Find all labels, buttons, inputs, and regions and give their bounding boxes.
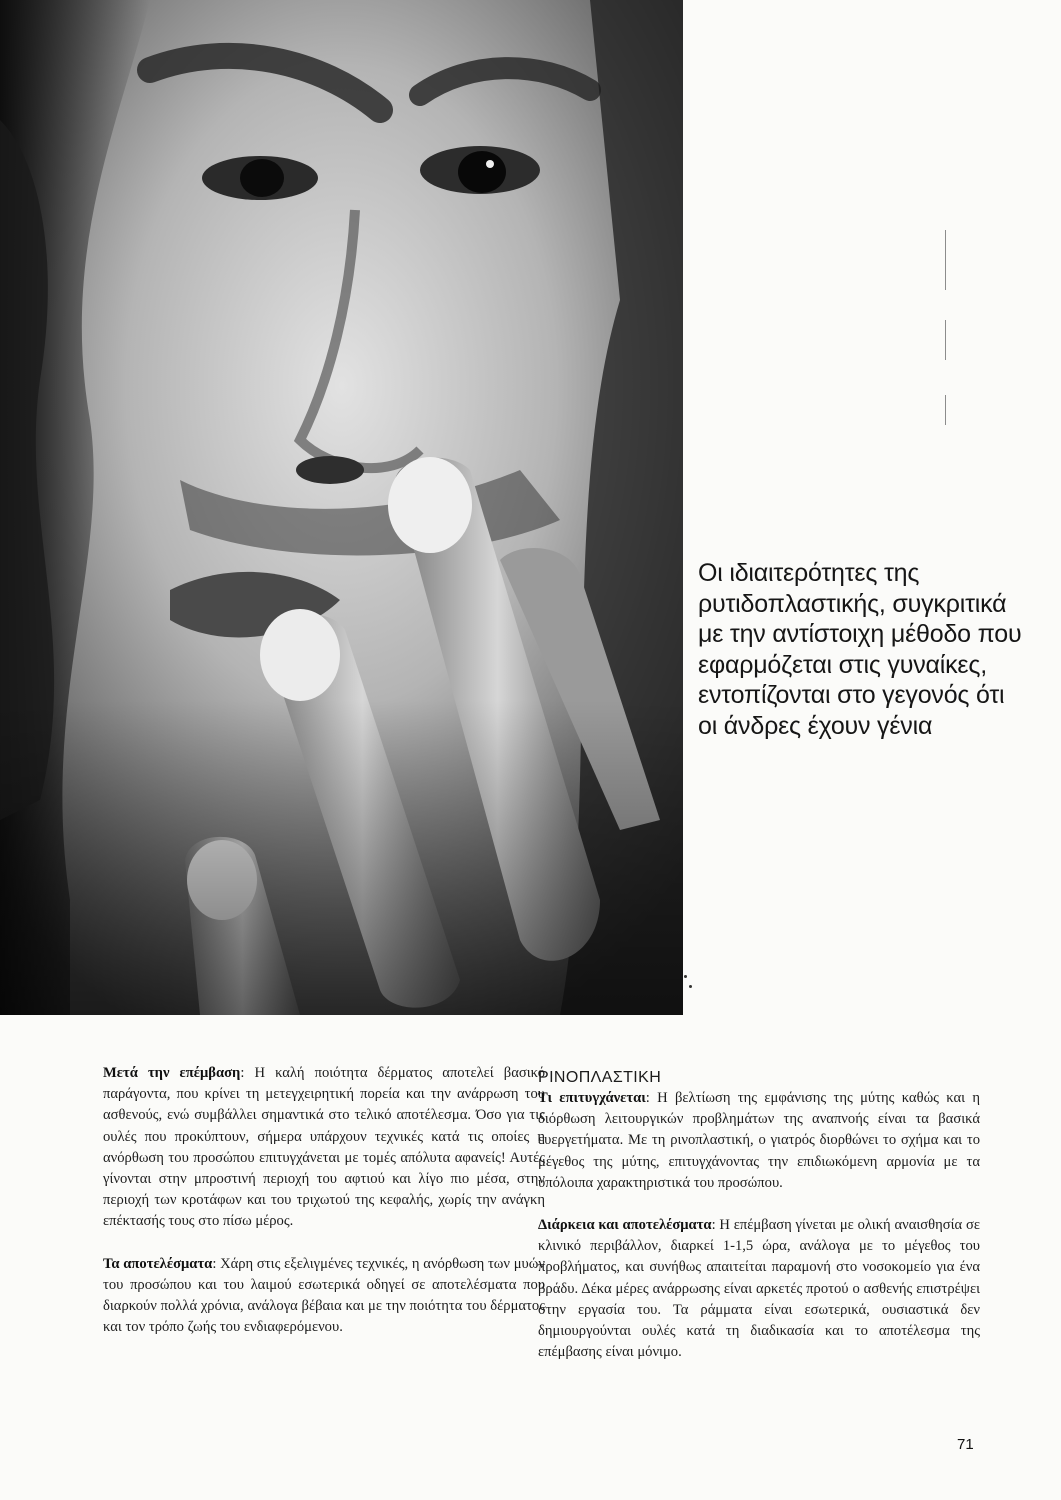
- paragraph-what-is-achieved: [538, 1088, 980, 1194]
- right-column: [538, 1067, 980, 1384]
- paragraph-duration-results: [538, 1215, 980, 1363]
- portrait-photo: [0, 0, 683, 1015]
- paragraph-heading: Μετά την επέμβαση: [103, 1065, 241, 1081]
- section-title: ΡΙΝΟΠΛΑΣΤΙΚΗ: [538, 1069, 662, 1086]
- scan-speck: [689, 985, 692, 988]
- paragraph-heading: Τι επιτυγχάνεται: [538, 1090, 646, 1106]
- paragraph-heading: Διάρκεια και αποτελέσματα: [538, 1217, 712, 1234]
- scan-edge-mark: [945, 320, 946, 360]
- pull-quote: Οι ιδιαιτερότητες της ρυτιδοπλαστικής, συγκριτικά με την αντίστοιχη μέθοδο που εφαρμόζεται στις γυναίκες, εντοπίζονται στο γεγονός ότι οι άνδρες έχουν γένια: [698, 559, 1022, 740]
- paragraph-heading: Τα αποτελέσματα: [103, 1255, 213, 1272]
- scan-edge-mark: [945, 230, 946, 290]
- portrait-illustration: [0, 0, 683, 1015]
- paragraph-body: : Η καλή ποιότητα δέρματος αποτελεί βασικό παράγοντα, που κρίνει τη μετεγχειρητική πορεία και την ανάρρωση του ασθενούς, ενώ συμβάλλει σημαντικά στο τελικό αποτέλεσμα. Όσο για τις ουλές που προκύπτουν, σήμερα υπάρχουν τεχνικές κατά τις οποίες η ανόρθωση του προσώπου επιτυγχάνεται με τομές απόλυτα αφανείς! Αυτές γίνονται στην μπροστινή περιοχή του αφτιού και λίγο πιο μέσα, στην περιοχή των κροτάφων και του τριχωτού της κεφαλής, χωρίς την ανάγκη επέκτασής τους στο πίσω μέρος.: [103, 1065, 545, 1230]
- page-number: 71: [957, 1436, 974, 1453]
- paragraph-body: : Η επέμβαση γίνεται με ολική αναισθησία σε κλινικό περιβάλλον, διαρκεί 1-1,5 ώρα, ανάλογα με το μέγεθος του προβλήματος, και συνήθως απαιτείται παραμονή στο νοσοκομείο για ένα βράδυ. Δέκα μέρες ανάρρωσης είναι αρκετές προτού ο ασθενής επιστρέψει στην εργασία του. Τα ράμματα είναι εσωτερικά, ουσιαστικά δεν δημιουργούνται ουλές κατά τη διαδικασία και το αποτέλεσμα της επέμβασης είναι μόνιμο.: [538, 1217, 980, 1361]
- paragraph-results: [103, 1254, 545, 1339]
- paragraph-body: : Χάρη στις εξελιγμένες τεχνικές, η ανόρθωση των μυών του προσώπου και του λαιμού εσωτερικά οδηγεί σε αποτελέσματα που διαρκούν πολλά χρόνια, ανάλογα βέβαια και με την ποιότητα του δέρματος και τον τρόπο ζωής του ενδιαφερόμενου.: [103, 1255, 545, 1336]
- scan-edge-mark: [945, 395, 946, 425]
- scan-speck: [684, 975, 687, 978]
- paragraph-body: : Η βελτίωση της εμφάνισης της μύτης καθώς και η διόρθωση λειτουργικών προβλημάτων της αναπνοής είναι τα βασικά ευεργετήματα. Με τη ρινοπλαστική, ο γιατρός διορθώνει το σχήμα και το μέγεθος της μύτης, επιτυγχάνοντας την επιδιωκόμενη αρμονία με τα υπόλοιπα χαρακτηριστικά του προσώπου.: [538, 1090, 980, 1191]
- paragraph-after-surgery: [103, 1063, 545, 1233]
- left-column: [103, 1063, 545, 1359]
